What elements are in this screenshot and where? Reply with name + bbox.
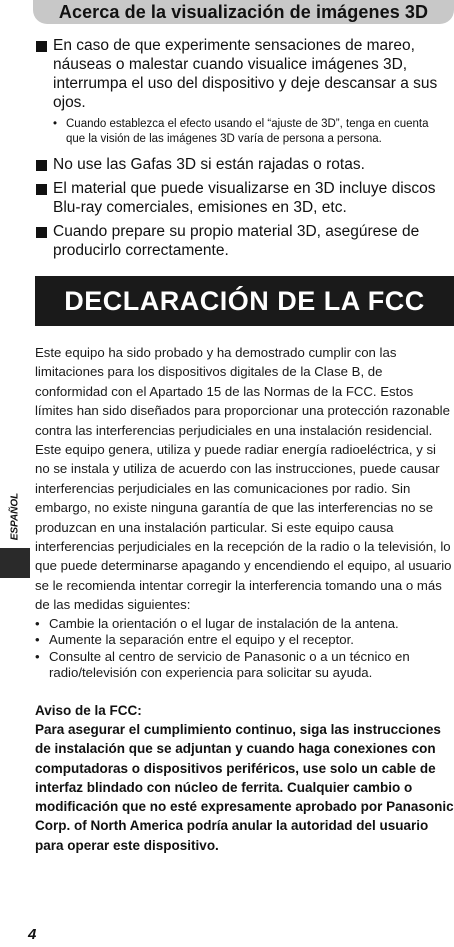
section-title: Acerca de la visualización de imágenes 3D bbox=[58, 1, 429, 22]
sub-note bbox=[53, 117, 450, 147]
fcc-paragraph: Este equipo ha sido probado y ha demostrado cumplir con las limitaciones para los dispositivos digitales de la Clase B, de conformidad con el Apartado 15 de las Normas de la FCC. Estos límites han sido diseñados para proporcionar una protección razonable contra las interferencias perjudiciales en una instalación residencial. Este equipo genera, utiliza y puede radiar energía radioeléctrica, y si no se instala y utiliza de acuerdo con las instrucciones, puede causar interferencias perjudiciales en las comunicaciones por radio. Sin embargo, no existe ninguna garantía de que las interferencias no se produzcan en una instalación particular. Si este equipo causa interferencias perjudiciales en la recepción de la radio o la televisión, lo que puede determinarse apagando y encendiendo el equipo, al usuario se le recomienda intentar corregir la interferencia tomando una o más de las medidas siguientes: bbox=[35, 345, 452, 613]
measure-text: Cambie la orientación o el lugar de instalación de la antena. bbox=[49, 615, 399, 631]
square-bullet-icon bbox=[36, 41, 47, 52]
list-item bbox=[35, 649, 454, 682]
page-number: 4 bbox=[28, 926, 37, 943]
bullet-text: En caso de que experimente sensaciones de mareo, náuseas o malestar cuando visualice imágenes 3D, interrumpa el uso del dispositivo y deje descansar a sus ojos. bbox=[53, 37, 438, 111]
measure-text: Aumente la separación entre el equipo y el receptor. bbox=[49, 632, 354, 648]
sub-note-text: Cuando establezca el efecto usando el “ajuste de 3D”, tenga en cuenta que la visión de las imágenes 3D varía de persona a persona. bbox=[66, 118, 429, 145]
bullet-text: El material que puede visualizarse en 3D incluye discos Blu-ray comerciales, emisiones en 3D, etc. bbox=[53, 180, 436, 216]
list-item bbox=[35, 632, 454, 649]
dot-bullet: • bbox=[53, 118, 58, 130]
bullet-text: No use las Gafas 3D si están rajadas o rotas. bbox=[53, 156, 365, 173]
list-item bbox=[36, 222, 450, 260]
square-bullet-icon bbox=[36, 227, 47, 238]
square-bullet-icon bbox=[36, 160, 47, 171]
language-side-label bbox=[4, 488, 26, 544]
list-item bbox=[36, 155, 450, 174]
notice-title: Aviso de la FCC: bbox=[35, 703, 142, 718]
fcc-notice bbox=[35, 701, 454, 855]
fcc-statement bbox=[35, 343, 454, 682]
3d-warnings-list bbox=[36, 36, 450, 265]
language-label: ESPAÑOL bbox=[9, 492, 21, 540]
dot-bullet: • bbox=[35, 648, 40, 664]
measure-text: Consulte al centro de servicio de Panasonic o a un técnico en radio/televisión con experiencia para solicitar su ayuda. bbox=[49, 648, 410, 681]
fcc-banner bbox=[35, 276, 454, 326]
bullet-text: Cuando prepare su propio material 3D, asegúrese de producirlo correctamente. bbox=[53, 223, 420, 259]
list-item bbox=[36, 179, 450, 217]
language-tab-marker bbox=[0, 548, 30, 578]
section-header bbox=[33, 0, 454, 24]
fcc-measures-list bbox=[35, 616, 454, 682]
dot-bullet: • bbox=[35, 615, 40, 631]
fcc-title: DECLARACIÓN DE LA FCC bbox=[64, 285, 425, 316]
list-item bbox=[35, 616, 454, 633]
list-item bbox=[36, 36, 450, 112]
notice-text: Para asegurar el cumplimiento continuo, siga las instrucciones de instalación que se adjuntan y cuando haga conexiones con computadoras o dispositivos periféricos, use solo un cable de interfaz blindado con núcleo de ferrita. Cualquier cambio o modificación que no esté expresamente aprobado por Panasonic Corp. of North America podría anular la autoridad del usuario para operar este dispositivo. bbox=[35, 722, 454, 853]
square-bullet-icon bbox=[36, 184, 47, 195]
dot-bullet: • bbox=[35, 632, 40, 648]
